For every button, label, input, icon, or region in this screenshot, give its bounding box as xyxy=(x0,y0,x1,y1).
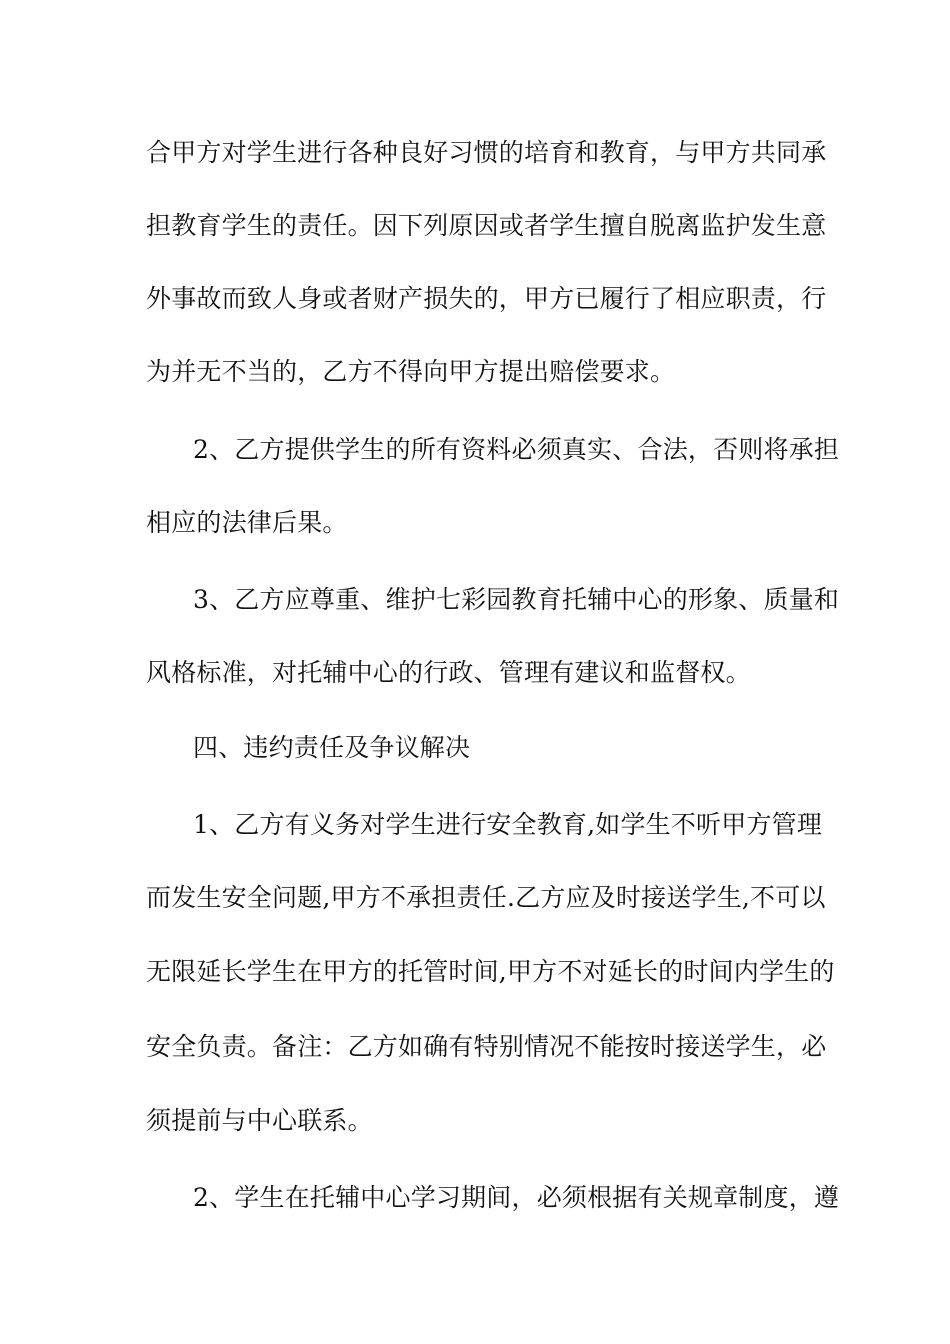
text-line-14: 须提前与中心联系。 xyxy=(146,1106,373,1135)
text-line-15: 2、学生在托辅中心学习期间，必须根据有关规章制度，遵 xyxy=(193,1183,840,1212)
text-line-2: 担教育学生的责任。因下列原因或者学生擅自脱离监护发生意 xyxy=(146,211,827,240)
text-line-4: 为并无不当的，乙方不得向甲方提出赔偿要求。 xyxy=(146,357,676,386)
text-line-5: 2、乙方提供学生的所有资料必须真实、合法，否则将承担 xyxy=(193,435,840,464)
text-line-13: 安全负责。备注：乙方如确有特别情况不能按时接送学生，必 xyxy=(146,1032,827,1061)
text-line-6: 相应的法律后果。 xyxy=(146,508,348,537)
text-line-11: 而发生安全问题,甲方不承担责任.乙方应及时接送学生,不可以 xyxy=(146,883,826,912)
text-line-10: 1、乙方有义务对学生进行安全教育,如学生不听甲方管理 xyxy=(193,810,823,839)
text-line-1: 合甲方对学生进行各种良好习惯的培育和教育，与甲方共同承 xyxy=(146,138,827,167)
text-line-7: 3、乙方应尊重、维护七彩园教育托辅中心的形象、质量和 xyxy=(193,585,840,614)
text-line-8: 风格标准，对托辅中心的行政、管理有建议和监督权。 xyxy=(146,658,751,687)
section-heading: 四、违约责任及争议解决 xyxy=(193,733,471,762)
text-line-12: 无限延长学生在甲方的托管时间,甲方不对延长的时间内学生的 xyxy=(146,957,835,986)
text-line-3: 外事故而致人身或者财产损失的，甲方已履行了相应职责，行 xyxy=(146,284,827,313)
